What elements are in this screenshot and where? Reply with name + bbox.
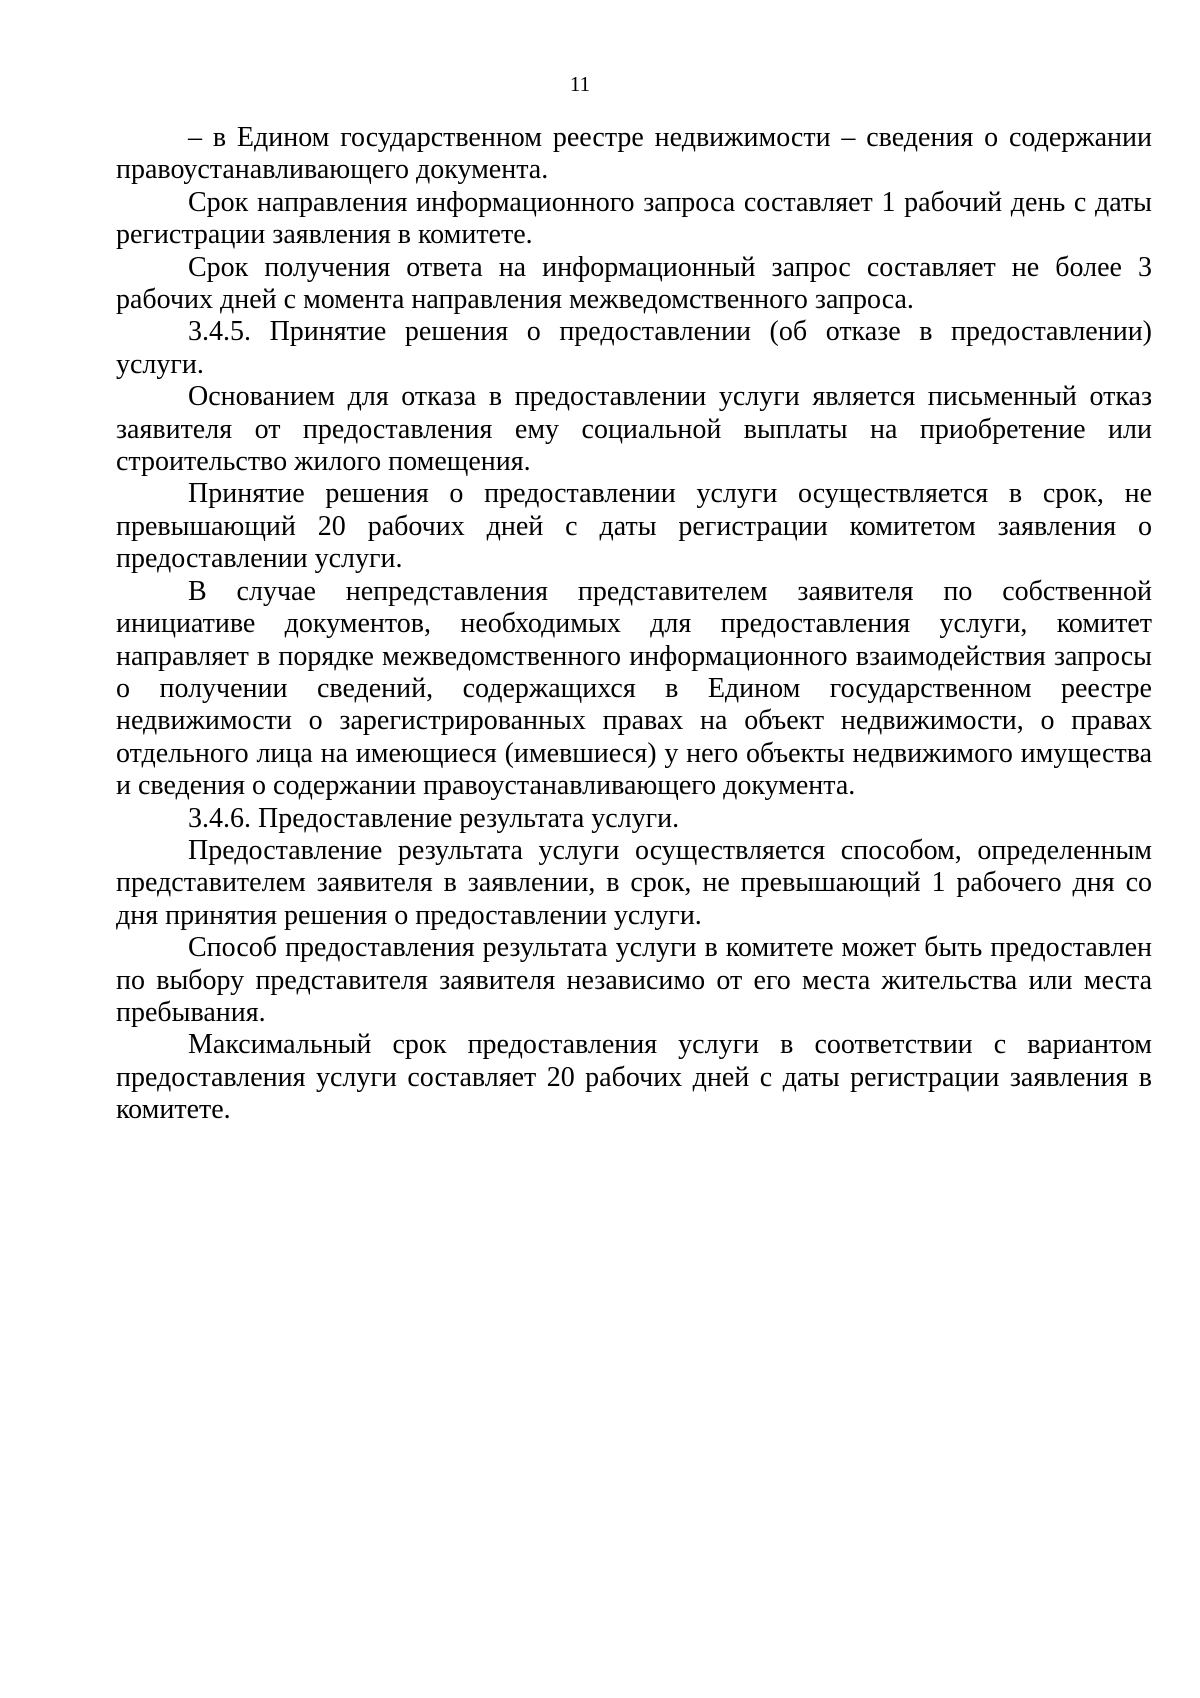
paragraph-decision-deadline: Принятие решения о предоставлении услуги осуществляется в срок, не превышающий 20 рабочих дней с даты регистрации комитетом заявления о предоставлении услуги. [116, 478, 1152, 575]
paragraph-result-delivery: Предоставление результата услуги осуществляется способом, определенным представителем заявителя в заявлении, в срок, не превышающий 1 рабочего дня со дня принятия решения о предоставлении услуги. [116, 834, 1152, 931]
paragraph-interagency-requests: В случае непредставления представителем заявителя по собственной инициативе документов, необходимых для предоставления услуги, комитет направляет в порядке межведомственного информационного взаимодействия запросы о получении сведений, содержащихся в Едином государственном реестре недвижимости о зарегистрированных правах на объект недвижимости, о правах отдельного лица на имеющиеся (имевшиеся) у него объекты недвижимого имущества и сведения о содержании правоустанавливающего документа. [116, 575, 1152, 802]
section-heading-3-4-5: 3.4.5. Принятие решения о предоставлении (об отказе в предоставлении) услуги. [116, 316, 1152, 380]
document-body [116, 122, 1152, 1127]
page-number: 11 [569, 72, 591, 96]
paragraph-registry-info: – в Едином государственном реестре недвижимости – сведения о содержании правоустанавливающего документа. [116, 122, 1152, 186]
paragraph-max-term: Максимальный срок предоставления услуги в соответствии с вариантом предоставления услуги составляет 20 рабочих дней с даты регистрации заявления в комитете. [116, 1029, 1152, 1126]
section-heading-3-4-6: 3.4.6. Предоставление результата услуги. [188, 802, 680, 834]
paragraph-response-deadline: Срок получения ответа на информационный запрос составляет не более 3 рабочих дней с момента направления межведомственного запроса. [116, 251, 1152, 316]
paragraph-delivery-method: Способ предоставления результата услуги в комитете может быть предоставлен по выбору представителя заявителя независимо от его места жительства или места пребывания. [116, 932, 1152, 1028]
paragraph-refusal-grounds: Основанием для отказа в предоставлении услуги является письменный отказ заявителя от предоставления ему социальной выплаты на приобретение или строительство жилого помещения. [116, 381, 1152, 478]
paragraph-request-deadline: Срок направления информационного запроса составляет 1 рабочий день с даты регистрации заявления в комитете. [116, 186, 1152, 251]
